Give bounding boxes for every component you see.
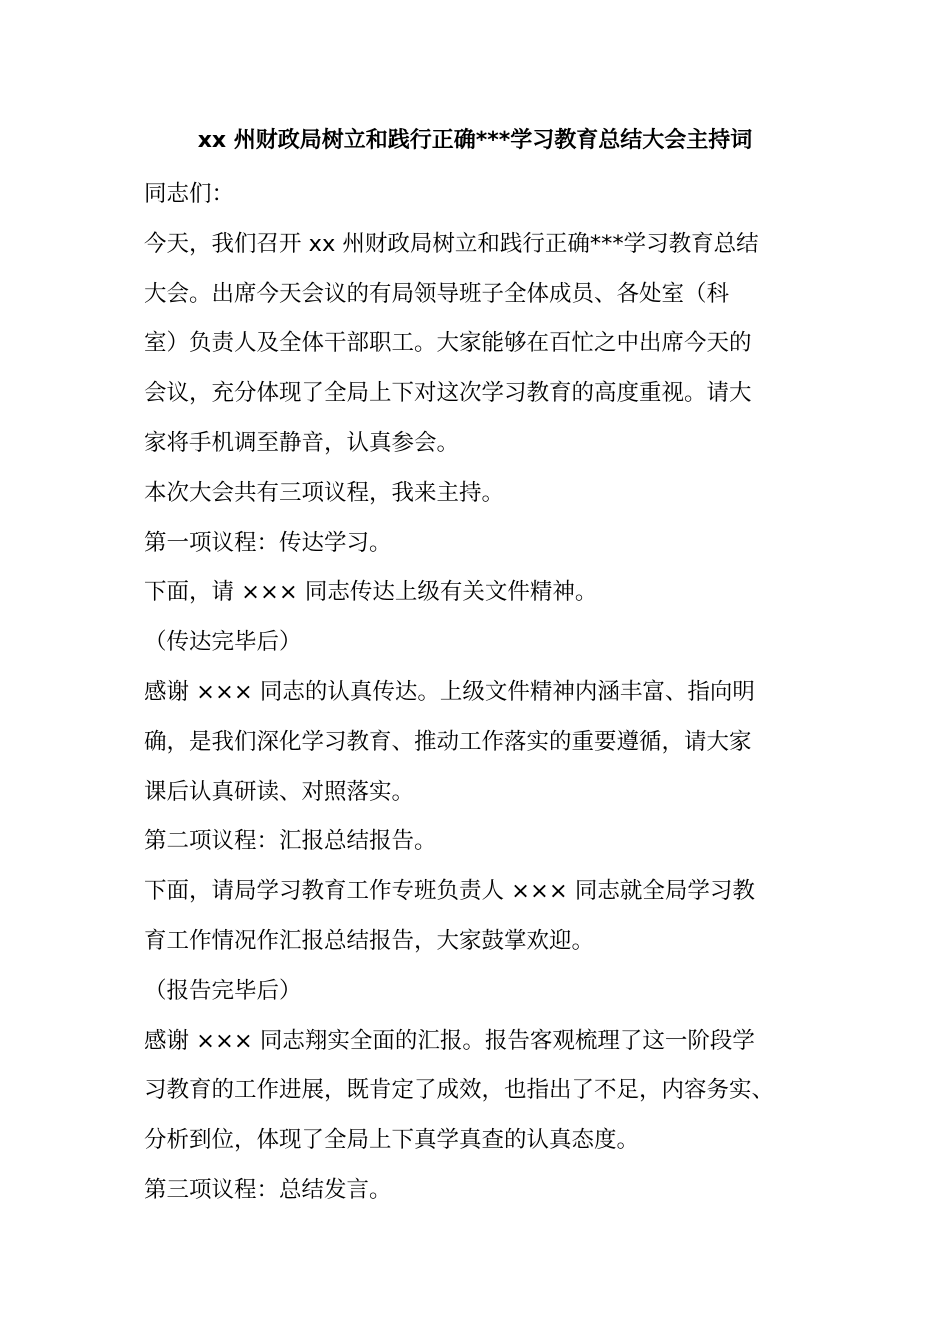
document-title: xx 州财政局树立和践行正确***学习教育总结大会主持词: [197, 128, 753, 153]
agenda-item-heading: 第二项议程：汇报总结报告。: [144, 828, 437, 855]
paragraph-line: 室）负责人及全体干部职工。大家能够在百忙之中出席今天的: [144, 330, 752, 357]
document-body: [144, 170, 824, 1216]
paragraph-line: 感谢 ××× 同志的认真传达。上级文件精神内涵丰富、指向明: [144, 678, 755, 705]
paragraph-line: 会议，充分体现了全局上下对这次学习教育的高度重视。请大: [144, 380, 752, 407]
paragraph-line: 家将手机调至静音，认真参会。: [144, 429, 460, 456]
paragraph-line: 大会。出席今天会议的有局领导班子全体成员、各处室（科: [144, 280, 730, 307]
paragraph-line: 下面，请 ××× 同志传达上级有关文件精神。: [144, 579, 598, 606]
paragraph-line: 确，是我们深化学习教育、推动工作落实的重要遵循，请大家: [144, 728, 752, 755]
paragraph-line: 本次大会共有三项议程，我来主持。: [144, 479, 505, 506]
paragraph-line: 今天，我们召开 xx 州财政局树立和践行正确***学习教育总结: [144, 230, 759, 257]
agenda-item-heading: 第一项议程：传达学习。: [144, 529, 392, 556]
paragraph-line: 习教育的工作进展，既肯定了成效，也指出了不足，内容务实、: [144, 1077, 775, 1104]
paragraph-line: 分析到位，体现了全局上下真学真查的认真态度。: [144, 1127, 640, 1154]
paragraph-line: 感谢 ××× 同志翔实全面的汇报。报告客观梳理了这一阶段学: [144, 1027, 755, 1054]
stage-note: （报告完毕后）: [144, 977, 302, 1004]
greeting-line: 同志们：: [144, 181, 235, 207]
stage-note: （传达完毕后）: [144, 629, 302, 656]
paragraph-line: 课后认真研读、对照落实。: [144, 778, 415, 805]
agenda-item-heading: 第三项议程：总结发言。: [144, 1176, 392, 1203]
paragraph-line: 育工作情况作汇报总结报告，大家鼓掌欢迎。: [144, 927, 595, 954]
paragraph-line: 下面，请局学习教育工作专班负责人 ××× 同志就全局学习教: [144, 878, 755, 905]
